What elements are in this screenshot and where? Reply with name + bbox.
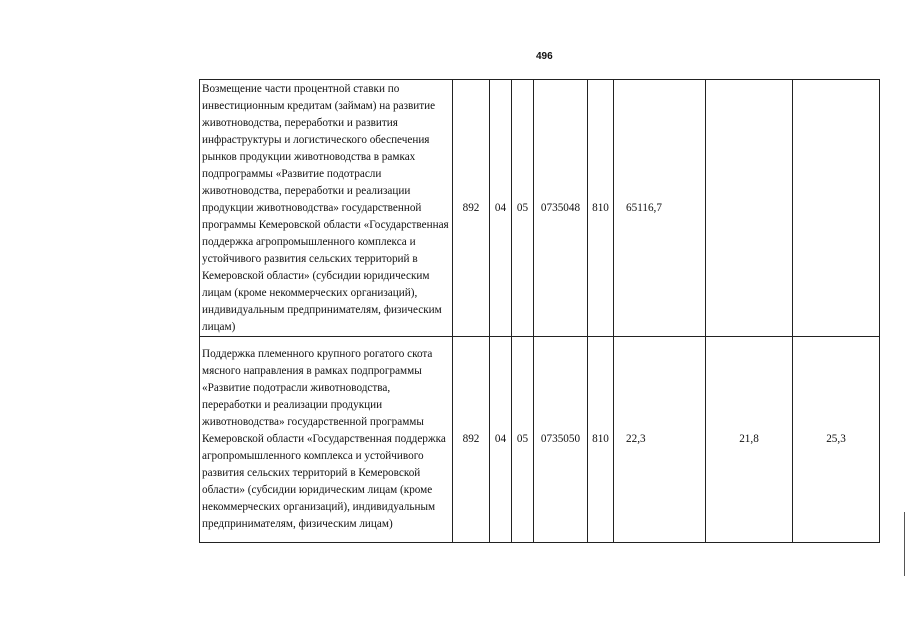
target-article-code: 0735050 xyxy=(534,337,588,543)
row-description: Поддержка племенного крупного рогатого скота мясного направления в рамках подпрограммы «Развитие подотрасли животноводства, переработки и реализации продукции животноводства» государственной программы Кемеровской области «Государственная поддержка агропромышленного комплекса и устойчивого развития сельских территорий в Кемеровской области» (субсидии юридическим лицам (кроме некоммерческих организаций), индивидуальным предпринимателям, физическим лицам) xyxy=(200,337,453,543)
table-row xyxy=(200,80,880,337)
table-row xyxy=(200,337,880,543)
amount-year-1: 22,3 xyxy=(614,337,706,543)
amount-year-2: 21,8 xyxy=(706,337,793,543)
row-description: Возмещение части процентной ставки по инвестиционным кредитам (займам) на развитие животноводства, переработки и развития инфраструктуры и логистического обеспечения рынков продукции животноводства в рамках подпрограммы «Развитие подотрасли животноводства, переработки и реализации продукции животноводства» государственной программы Кемеровской области «Государственная поддержка агропромышленного комплекса и устойчивого развития сельских территорий в Кемеровской области» (субсидии юридическим лицам (кроме некоммерческих организаций), индивидуальным предпринимателям, физическим лицам) xyxy=(200,80,453,337)
section-code: 04 xyxy=(490,80,512,337)
expense-type-code: 810 xyxy=(588,80,614,337)
amount-year-1: 65116,7 xyxy=(614,80,706,337)
subsection-code: 05 xyxy=(512,80,534,337)
amount-year-3 xyxy=(793,80,880,337)
expense-type-code: 810 xyxy=(588,337,614,543)
budget-table xyxy=(199,79,880,543)
section-code: 04 xyxy=(490,337,512,543)
subsection-code: 05 xyxy=(512,337,534,543)
target-article-code: 0735048 xyxy=(534,80,588,337)
page-number: 496 xyxy=(536,51,553,62)
amount-year-3: 25,3 xyxy=(793,337,880,543)
amount-year-2 xyxy=(706,80,793,337)
ministry-code: 892 xyxy=(453,337,490,543)
ministry-code: 892 xyxy=(453,80,490,337)
